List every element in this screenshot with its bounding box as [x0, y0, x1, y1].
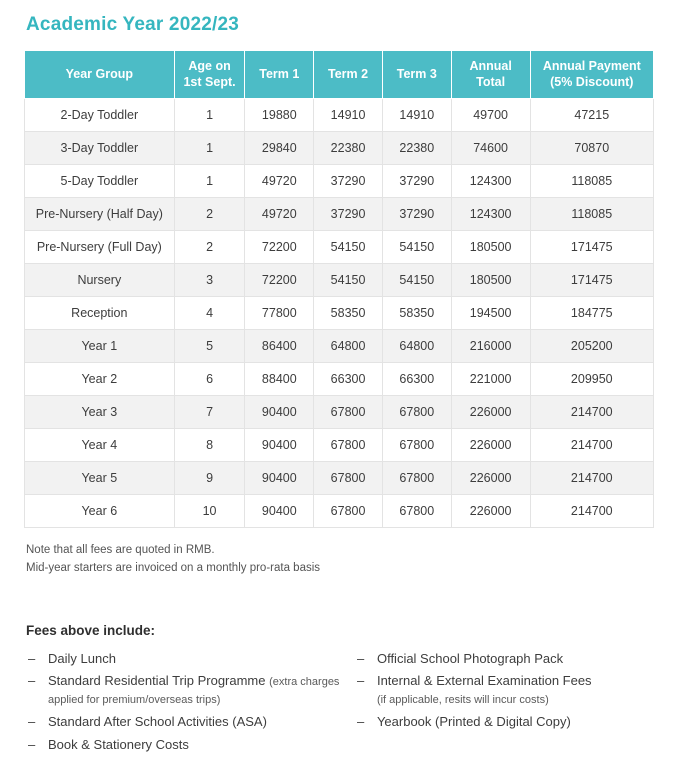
cell-year-group: Nursery [25, 264, 175, 297]
table-row [25, 165, 654, 198]
includes-column-left [26, 650, 355, 758]
cell-age: 8 [174, 429, 245, 462]
cell-age: 6 [174, 363, 245, 396]
column-header-term3: Term 3 [382, 51, 451, 99]
fees-table [24, 50, 654, 528]
includes-columns [26, 650, 654, 758]
cell-year-group: Pre-Nursery (Half Day) [25, 198, 175, 231]
dash-bullet-icon: – [356, 673, 365, 689]
cell-year-group: Year 6 [25, 495, 175, 528]
cell-annual-payment: 184775 [530, 297, 653, 330]
cell-year-group: Year 1 [25, 330, 175, 363]
cell-term1: 77800 [245, 297, 314, 330]
cell-year-group: 2-Day Toddler [25, 99, 175, 132]
fees-page [0, 14, 678, 781]
cell-term1: 19880 [245, 99, 314, 132]
cell-age: 1 [174, 99, 245, 132]
column-header-year-group: Year Group [25, 51, 175, 99]
includes-column-right [355, 650, 654, 758]
column-header-age [174, 51, 245, 99]
cell-term3: 37290 [382, 198, 451, 231]
list-item-label: Standard Residential Trip Programme [48, 673, 266, 689]
cell-term3: 64800 [382, 330, 451, 363]
cell-term3: 58350 [382, 297, 451, 330]
list-item-label: Standard After School Activities (ASA) [48, 713, 267, 729]
cell-age: 4 [174, 297, 245, 330]
cell-term3: 54150 [382, 231, 451, 264]
cell-annual-total: 124300 [451, 165, 530, 198]
cell-year-group: 3-Day Toddler [25, 132, 175, 165]
cell-annual-payment: 209950 [530, 363, 653, 396]
cell-annual-total: 226000 [451, 462, 530, 495]
table-header [25, 51, 654, 99]
cell-term2: 58350 [314, 297, 383, 330]
cell-term1: 90400 [245, 462, 314, 495]
table-row [25, 429, 654, 462]
table-body [25, 99, 654, 528]
cell-year-group: Year 3 [25, 396, 175, 429]
cell-annual-total: 180500 [451, 264, 530, 297]
list-item-label: Official School Photograph Pack [376, 650, 564, 666]
cell-term1: 86400 [245, 330, 314, 363]
cell-term3: 67800 [382, 396, 451, 429]
cell-annual-payment: 70870 [530, 132, 653, 165]
cell-term3: 22380 [382, 132, 451, 165]
cell-age: 2 [174, 198, 245, 231]
cell-age: 2 [174, 231, 245, 264]
cell-term3: 54150 [382, 264, 451, 297]
cell-age: 3 [174, 264, 245, 297]
note-currency: Note that all fees are quoted in RMB. [26, 544, 215, 557]
cell-age: 1 [174, 165, 245, 198]
cell-age: 10 [174, 495, 245, 528]
column-header-age-line2: 1st Sept. [183, 74, 236, 89]
column-header-discount-line2: (5% Discount) [550, 74, 634, 89]
cell-term2: 67800 [314, 396, 383, 429]
cell-term1: 49720 [245, 198, 314, 231]
column-header-age-line1: Age on [188, 59, 231, 73]
cell-annual-total: 49700 [451, 99, 530, 132]
cell-year-group: Year 4 [25, 429, 175, 462]
cell-annual-total: 216000 [451, 330, 530, 363]
list-item-label: Internal & External Examination Fees [376, 673, 592, 689]
dash-bullet-icon: – [356, 650, 365, 666]
list-item [355, 672, 654, 707]
dash-bullet-icon: – [28, 650, 36, 666]
table-row [25, 495, 654, 528]
cell-term1: 90400 [245, 429, 314, 462]
table-row [25, 264, 654, 297]
cell-annual-total: 226000 [451, 495, 530, 528]
includes-heading: Fees above include: [26, 622, 156, 638]
table-row [25, 231, 654, 264]
list-item [355, 713, 654, 731]
cell-term3: 14910 [382, 99, 451, 132]
table-row [25, 330, 654, 363]
cell-term3: 66300 [382, 363, 451, 396]
cell-term2: 37290 [314, 165, 383, 198]
cell-age: 5 [174, 330, 245, 363]
cell-year-group: Year 2 [25, 363, 175, 396]
cell-annual-payment: 118085 [530, 165, 653, 198]
cell-term2: 54150 [314, 264, 383, 297]
cell-annual-total: 221000 [451, 363, 530, 396]
cell-term2: 14910 [314, 99, 383, 132]
cell-annual-payment: 205200 [530, 330, 653, 363]
table-row [25, 462, 654, 495]
cell-annual-payment: 118085 [530, 198, 653, 231]
dash-bullet-icon: – [28, 673, 36, 689]
cell-term1: 49720 [245, 165, 314, 198]
cell-term3: 37290 [382, 165, 451, 198]
dash-bullet-icon: – [28, 736, 36, 752]
cell-term1: 72200 [245, 264, 314, 297]
cell-year-group: Reception [25, 297, 175, 330]
column-header-term2: Term 2 [314, 51, 383, 99]
cell-annual-total: 180500 [451, 231, 530, 264]
cell-annual-payment: 171475 [530, 231, 653, 264]
cell-annual-payment: 214700 [530, 396, 653, 429]
column-header-annual-total [451, 51, 530, 99]
cell-term1: 90400 [245, 495, 314, 528]
includes-list-right [355, 650, 654, 730]
cell-age: 7 [174, 396, 245, 429]
cell-year-group: Pre-Nursery (Full Day) [25, 231, 175, 264]
cell-annual-payment: 47215 [530, 99, 653, 132]
table-row [25, 132, 654, 165]
page-title: Academic Year 2022/23 [26, 14, 240, 35]
cell-term1: 88400 [245, 363, 314, 396]
cell-term1: 90400 [245, 396, 314, 429]
column-header-term1: Term 1 [245, 51, 314, 99]
table-row [25, 297, 654, 330]
cell-term3: 67800 [382, 429, 451, 462]
list-item-sub: (if applicable, resits will incur costs) [376, 693, 549, 706]
cell-annual-total: 194500 [451, 297, 530, 330]
cell-term1: 72200 [245, 231, 314, 264]
cell-age: 9 [174, 462, 245, 495]
cell-annual-payment: 214700 [530, 462, 653, 495]
cell-term2: 67800 [314, 495, 383, 528]
cell-term2: 67800 [314, 462, 383, 495]
list-item-label: Yearbook (Printed & Digital Copy) [376, 713, 571, 729]
dash-bullet-icon: – [356, 713, 365, 729]
cell-term2: 37290 [314, 198, 383, 231]
table-row [25, 396, 654, 429]
table-row [25, 99, 654, 132]
includes-list-left [26, 650, 355, 753]
cell-year-group: Year 5 [25, 462, 175, 495]
table-row [25, 198, 654, 231]
list-item [355, 650, 654, 668]
dash-bullet-icon: – [28, 713, 36, 729]
cell-annual-total: 124300 [451, 198, 530, 231]
column-header-discount-line1: Annual Payment [542, 59, 641, 73]
cell-term2: 66300 [314, 363, 383, 396]
cell-age: 1 [174, 132, 245, 165]
column-header-annual-payment [530, 51, 653, 99]
cell-annual-total: 74600 [451, 132, 530, 165]
table-notes [26, 542, 654, 577]
cell-year-group: 5-Day Toddler [25, 165, 175, 198]
cell-annual-payment: 214700 [530, 495, 653, 528]
table-header-row [25, 51, 654, 99]
list-item [26, 713, 355, 731]
list-item-sub: (extra charges applied for premium/overseas trips) [48, 676, 340, 707]
column-header-annual-line2: Total [476, 74, 506, 89]
cell-term2: 54150 [314, 231, 383, 264]
list-item [26, 650, 355, 668]
list-item [26, 672, 355, 708]
note-pro-rata: Mid-year starters are invoiced on a monthly pro-rata basis [26, 561, 321, 574]
cell-term2: 67800 [314, 429, 383, 462]
list-item-label: Book & Stationery Costs [48, 736, 189, 752]
cell-term2: 22380 [314, 132, 383, 165]
cell-annual-payment: 214700 [530, 429, 653, 462]
cell-term3: 67800 [382, 495, 451, 528]
cell-annual-payment: 171475 [530, 264, 653, 297]
list-item-label: Daily Lunch [48, 650, 116, 666]
cell-term1: 29840 [245, 132, 314, 165]
cell-term3: 67800 [382, 462, 451, 495]
column-header-annual-line1: Annual [469, 59, 512, 73]
list-item [26, 736, 355, 754]
cell-annual-total: 226000 [451, 396, 530, 429]
cell-term2: 64800 [314, 330, 383, 363]
cell-annual-total: 226000 [451, 429, 530, 462]
table-row [25, 363, 654, 396]
